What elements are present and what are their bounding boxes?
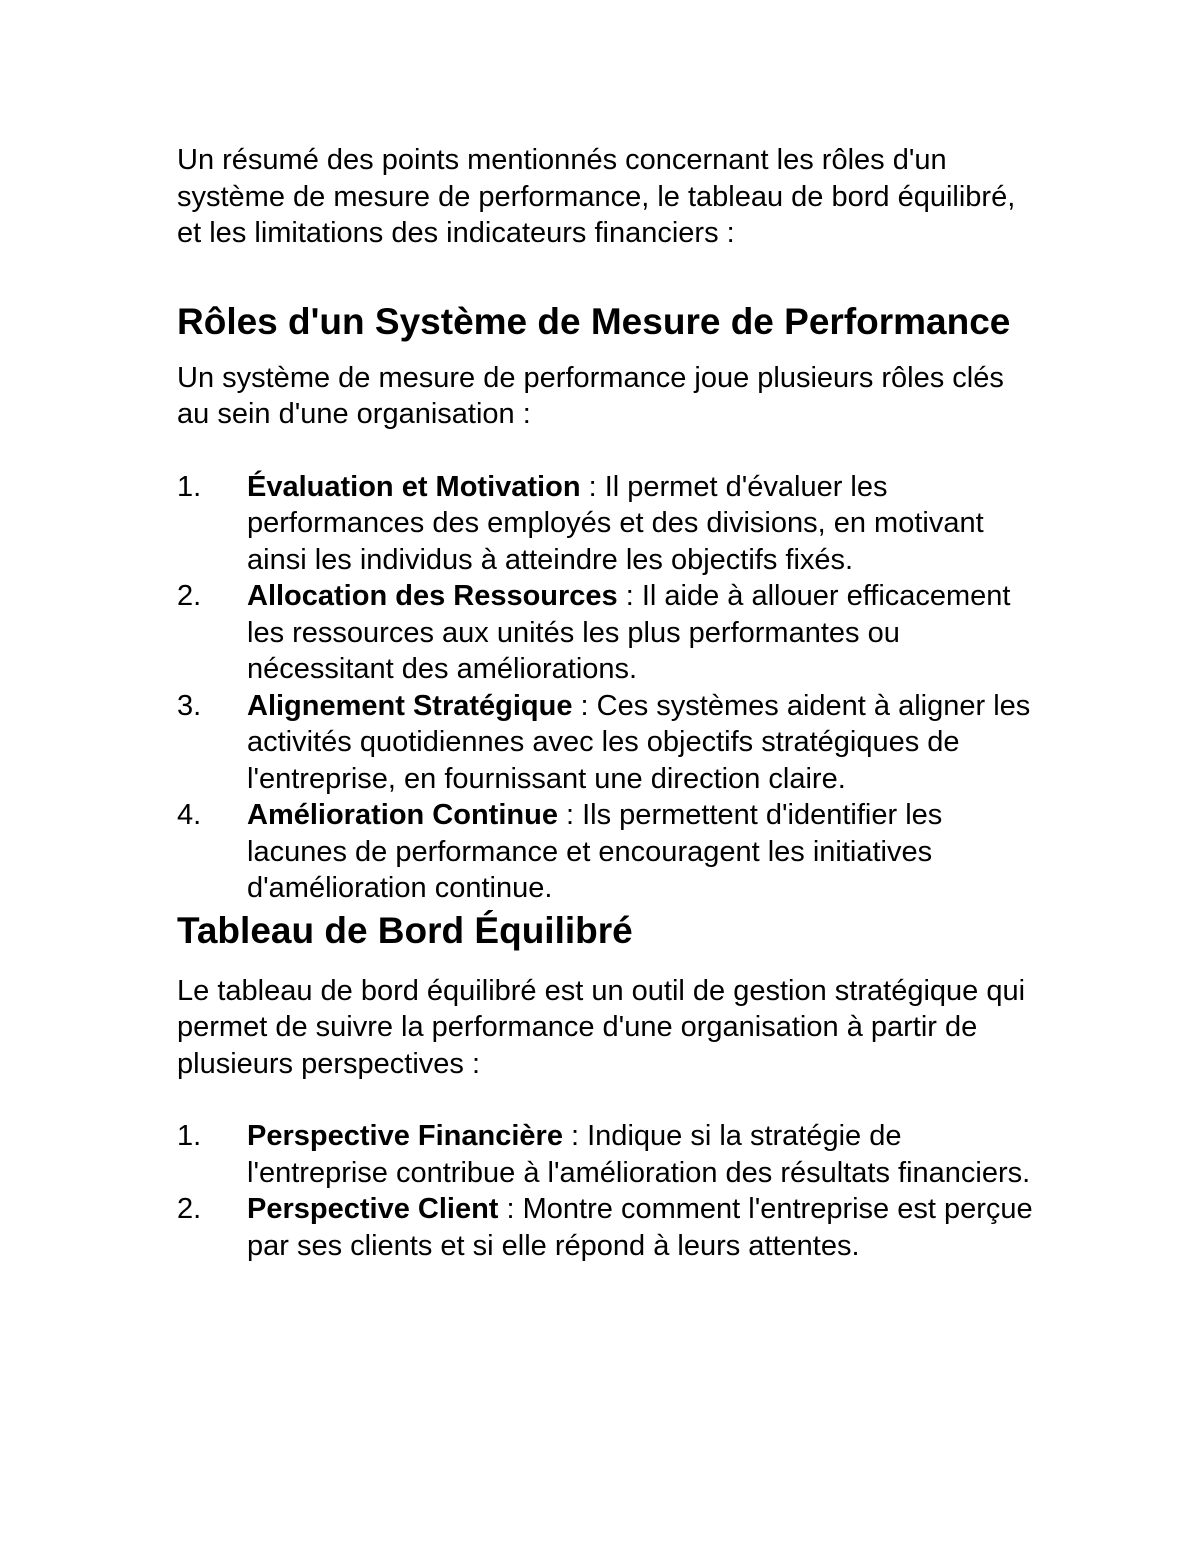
list-number: 1. <box>177 1120 202 1152</box>
list-number: 3. <box>177 689 202 722</box>
list-item <box>177 469 1037 579</box>
list-item <box>177 578 1037 688</box>
list-term: Perspective Financière <box>247 1120 563 1152</box>
list-text: : Montre comment l'entreprise est perçue par ses clients et si elle répond à leurs attentes. <box>247 1193 1033 1262</box>
section-heading-roles: Rôles d'un Système de Mesure de Performance <box>177 300 1011 342</box>
list-number: 4. <box>177 799 202 831</box>
perspectives-list <box>177 1118 1037 1264</box>
list-term: Évaluation et Motivation <box>247 470 581 503</box>
list-text: : Il permet d'évaluer les performances des employés et des divisions, en motivant ainsi les individus à atteindre les objectifs fixés. <box>247 470 984 576</box>
list-term: Perspective Client <box>247 1193 499 1225</box>
list-number: 1. <box>177 470 202 503</box>
list-number: 2. <box>177 1193 202 1225</box>
document-page <box>177 142 1037 1264</box>
list-text: : Ces systèmes aident à aligner les activités quotidiennes avec les objectifs stratégiques de l'entreprise, en fournissant une direction claire. <box>247 689 1031 795</box>
roles-list <box>177 469 1037 907</box>
list-text: : Ils permettent d'identifier les lacunes de performance et encouragent les initiatives d'amélioration continue. <box>247 799 943 904</box>
list-term: Alignement Stratégique <box>247 689 573 722</box>
list-term: Amélioration Continue <box>247 799 558 831</box>
list-item <box>177 688 1037 798</box>
list-term: Allocation des Ressources <box>247 580 618 612</box>
list-item <box>177 797 1037 907</box>
intro-paragraph: Un résumé des points mentionnés concernant les rôles d'un système de mesure de performance, le tableau de bord équilibré, et les limitations des indicateurs financiers : <box>177 144 1016 249</box>
section-lead-scorecard: Le tableau de bord équilibré est un outil de gestion stratégique qui permet de suivre la performance d'une organisation à partir de plusieurs perspectives : <box>177 974 1026 1080</box>
list-text: : Indique si la stratégie de l'entreprise contribue à l'amélioration des résultats financiers. <box>247 1120 1031 1189</box>
list-text: : Il aide à allouer efficacement les ressources aux unités les plus performantes ou nécessitant des améliorations. <box>247 580 1011 685</box>
list-item <box>177 1191 1037 1264</box>
list-item <box>177 1118 1037 1191</box>
section-heading-scorecard: Tableau de Bord Équilibré <box>177 909 633 951</box>
section-lead-roles: Un système de mesure de performance joue plusieurs rôles clés au sein d'une organisation : <box>177 361 1004 430</box>
list-number: 2. <box>177 580 202 612</box>
